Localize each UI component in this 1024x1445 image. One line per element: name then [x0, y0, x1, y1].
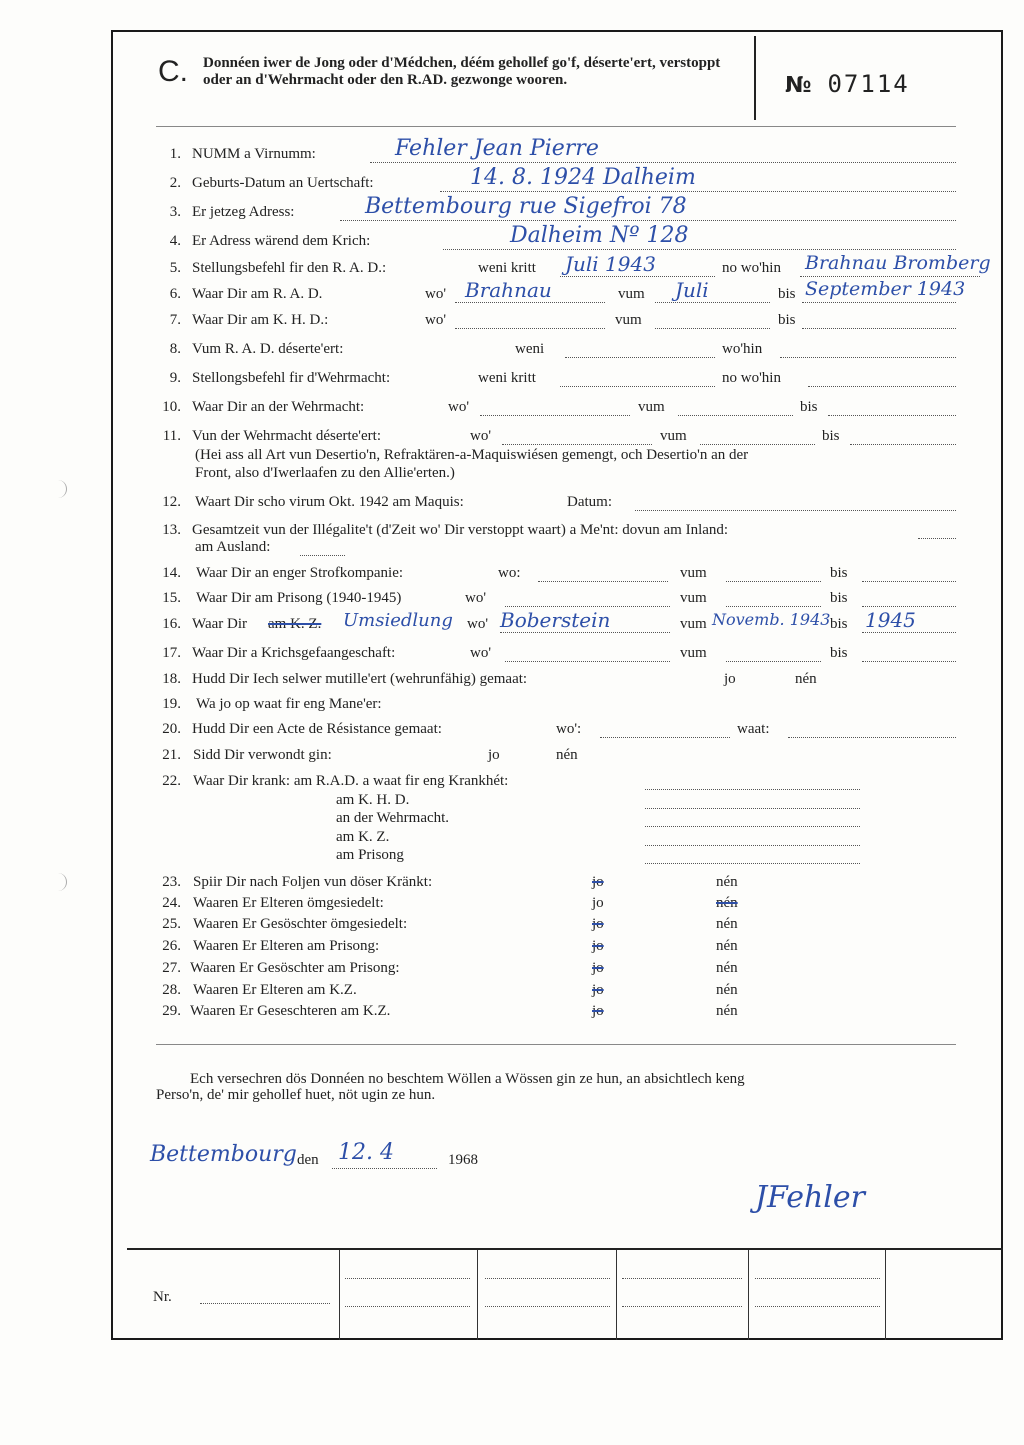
item-16-place: Boberstein — [500, 608, 611, 632]
item-23: 23. Spiir Dir nach Foljen vun döser Kränkt: jo nén — [162, 874, 738, 890]
item-6: 6. Waar Dir am R. A. D. wo' Brahnau vum Juli bis September 1943 — [169, 278, 966, 302]
item-6-to: September 1943 — [805, 278, 966, 300]
item-1-label: NUMM a Virnumm: — [192, 146, 316, 162]
form-title: Donnéen iwer de Jong oder d'Médchen, déém gehollef go'f, déserte'ert, verstoppt oder an d'Wehrmacht oder den R.AD. gezwonge wooren. — [203, 55, 721, 88]
item-28: 28. Waaren Er Elteren am K.Z. jo nén — [162, 982, 738, 998]
section-letter: C. — [158, 55, 188, 88]
number-symbol: № — [785, 73, 814, 98]
item-19: 19. Wa jo op waat fir eng Mane'er: — [162, 696, 382, 712]
item-1: 1. NUMM a Virnumm: Fehler Jean Pierre — [0, 146, 1024, 168]
item-5-date: Juli 1943 — [565, 252, 656, 276]
item-9: 9. Stellongsbefehl fir d'Wehrmacht: weni kritt no wo'hin — [0, 370, 1024, 392]
item-16: 16. Waar Dir am K. Z. Umsiedlung wo' Boberstein vum Novemb. 1943 bis 1945 — [0, 616, 1024, 638]
item-12: 12. Waart Dir scho virum Okt. 1942 am Maquis: Datum: — [0, 494, 1024, 516]
declaration-rule — [156, 1044, 956, 1045]
item-16-from: Novemb. 1943 — [712, 610, 831, 629]
item-4: 4. Er Adress wärend dem Krich: Dalheim Nº 128 — [0, 233, 1024, 255]
item-16-type: Umsiedlung — [343, 610, 453, 631]
year: 1968 — [448, 1152, 478, 1168]
item-16-struck: am K. Z. — [268, 616, 322, 632]
item-3: 3. Er jetzeg Adress: Bettembourg rue Sigefroi 78 — [0, 204, 1024, 226]
item-2-value: 14. 8. 1924 Dalheim — [470, 165, 696, 190]
header-rule — [156, 126, 956, 127]
item-7: 7. Waar Dir am K. H. D.: wo' vum bis — [0, 312, 1024, 334]
item-3-value: Bettembourg rue Sigefroi 78 — [365, 194, 687, 219]
item-3-label: Er jetzeg Adress: — [192, 204, 295, 220]
item-11-note: (Hei ass all Art vun Desertio'n, Refraktären-a-Maquiswiésen gemengt, och Desertio'n an der — [195, 447, 749, 463]
item-4-label: Er Adress wärend dem Krich: — [192, 233, 371, 249]
item-29: 29. Waaren Er Geseschteren am K.Z. jo nén — [162, 1003, 738, 1019]
item-21: 21. Sidd Dir verwondt gin: jo nén — [162, 747, 578, 763]
item-1-value: Fehler Jean Pierre — [395, 136, 599, 161]
item-18: 18. Hudd Dir Iech selwer mutille'ert (wehrunfähig) gemaat: jo nén — [162, 671, 817, 687]
item-11: 11. Vun der Wehrmacht déserte'ert: wo' vum bis — [0, 428, 1024, 450]
item-17: 17. Waar Dir a Krichsgefaangeschaft: wo' vum bis — [0, 645, 1024, 667]
item-16-to: 1945 — [865, 608, 916, 632]
item-5: 5. Stellungsbefehl fir den R. A. D.: weni kritt Juli 1943 no wo'hin Brahnau Bromberg — [169, 252, 991, 276]
item-27: 27. Waaren Er Gesöschter am Prisong: jo nén — [162, 960, 738, 976]
item-20: 20. Hudd Dir een Acte de Résistance gemaat: wo': waat: — [0, 721, 1024, 743]
item-26: 26. Waaren Er Elteren am Prisong: jo nén — [162, 938, 738, 954]
item-10: 10. Waar Dir an der Wehrmacht: wo' vum bis — [0, 399, 1024, 421]
item-15: 15. Waar Dir am Prisong (1940-1945) wo' vum bis — [0, 590, 1024, 612]
place-value: Bettembourg — [150, 1142, 297, 1167]
place-date: Bettembourg den 12. 4 1968 — [150, 1140, 478, 1168]
footer-rule — [127, 1248, 1003, 1250]
header-divider — [754, 36, 756, 120]
form-number — [785, 70, 910, 98]
item-24: 24. Waaren Er Elteren ömgesiedelt: jo nén — [162, 895, 738, 911]
item-22: 22. Waar Dir krank: am R.A.D. a waat fir eng Krankhét: — [0, 773, 1024, 795]
date-value: 12. 4 — [338, 1140, 394, 1165]
item-14: 14. Waar Dir an enger Strofkompanie: wo: vum bis — [0, 565, 1024, 587]
item-5-place: Brahnau Bromberg — [805, 252, 991, 274]
item-8: 8. Vum R. A. D. déserte'ert: weni wo'hin — [0, 341, 1024, 363]
item-2: 2. Geburts-Datum an Uertschaft: 14. 8. 1924 Dalheim — [0, 175, 1024, 197]
item-13: 13. Gesamtzeit vun der Illégalite't (d'Zeit wo' Dir verstoppt waart) a Me'nt: dovun am Inland: — [0, 522, 1024, 544]
number-value: 07114 — [827, 70, 910, 98]
item-2-label: Geburts-Datum an Uertschaft: — [192, 175, 374, 191]
item-6-from: Juli — [675, 278, 709, 302]
item-6-place: Brahnau — [465, 278, 552, 302]
item-25: 25. Waaren Er Gesöschter ömgesiedelt: jo nén — [162, 916, 738, 932]
declaration: Ech versechren dös Donnéen no beschtem Wöllen a Wössen gin ze hun, an absichtlech keng — [190, 1071, 745, 1087]
signature: JFehler — [755, 1180, 865, 1215]
item-4-value: Dalheim Nº 128 — [510, 223, 689, 248]
nr-field: Nr. — [0, 1289, 1024, 1311]
